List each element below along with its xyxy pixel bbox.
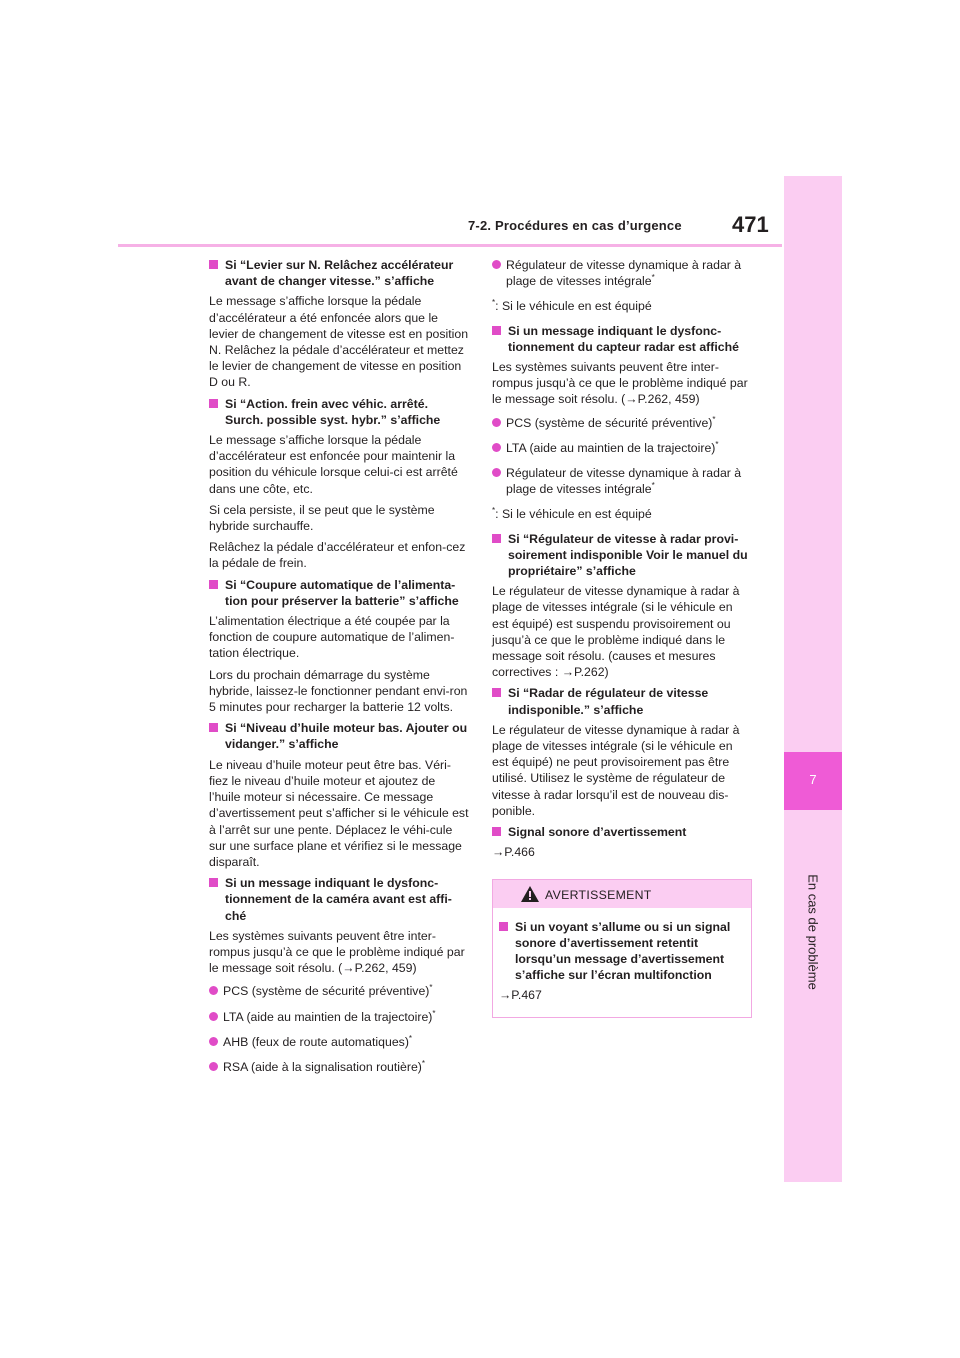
round-bullet-icon: [209, 1037, 218, 1046]
paragraph: L’alimentation électrique a été coupée par la fonction de coupure automatique de l’alimen-tation électrique.: [209, 614, 455, 661]
header-rule: [118, 244, 782, 247]
chapter-title: En cas de problème: [805, 874, 821, 990]
list-item: LTA (aide au maintien de la trajectoire)*: [209, 1009, 469, 1025]
heading-warning-buzzer: Signal sonore d’avertissement: [492, 824, 752, 840]
heading-radar-malfunction: Si un message indiquant le dysfonc-tionnement du capteur radar est affiché: [492, 323, 752, 355]
paragraph: Relâchez la pédale d’accélérateur et enfon-cez la pédale de frein.: [209, 540, 466, 571]
list-item: PCS (système de sécurité préventive)*: [209, 983, 469, 999]
square-bullet-icon: [492, 688, 501, 697]
heading-power-cut: Si “Coupure automatique de l’alimenta-tion pour préserver la batterie” s’affiche: [209, 577, 469, 609]
square-bullet-icon: [492, 534, 501, 543]
paragraph: Le message s’affiche lorsque la pédale d’accélérateur est enfoncée pour maintenir la position du véhicule lorsque celui-ci est arrêté dans une côte, etc.: [209, 433, 458, 496]
heading-cruise-unavailable: Si “Régulateur de vitesse à radar provi-soirement indisponible Voir le manuel du propriétaire” s’affiche: [492, 531, 752, 580]
heading-radar-unavailable: Si “Radar de régulateur de vitesse indisponible.” s’affiche: [492, 685, 752, 717]
page-number: 471: [732, 212, 769, 237]
heading-brake-warning: Si “Action. frein avec véhic. arrêté. Surch. possible syst. hybr.” s’affiche: [209, 396, 469, 428]
square-bullet-icon: [499, 922, 508, 931]
round-bullet-icon: [492, 443, 501, 452]
warning-header: [493, 880, 751, 908]
warning-triangle-icon: [521, 886, 539, 902]
square-bullet-icon: [209, 878, 218, 887]
right-column: [492, 254, 752, 1018]
square-bullet-icon: [209, 580, 218, 589]
square-bullet-icon: [492, 827, 501, 836]
list-item: AHB (feux de route automatiques)*: [209, 1034, 469, 1050]
round-bullet-icon: [492, 260, 501, 269]
section-title: 7-2. Procédures en cas d’urgence: [468, 218, 682, 233]
list-item: Régulateur de vitesse dynamique à radar à plage de vitesses intégrale*: [492, 465, 752, 497]
round-bullet-icon: [492, 468, 501, 477]
warning-heading: Si un voyant s’allume ou si un signal sonore d’avertissement retentit lorsqu’un message d’avertissement s’affiche sur l’écran multifonction: [499, 919, 741, 984]
page-reference: →P.466: [492, 845, 535, 860]
list-item: RSA (aide à la signalisation routière)*: [209, 1059, 469, 1075]
round-bullet-icon: [492, 418, 501, 427]
warning-body: [493, 908, 751, 1017]
paragraph: Le régulateur de vitesse dynamique à radar à plage de vitesses intégrale (si le véhicule en est équipé) ne peut provisoirement pas être utilisé. Utilisez le système de régulateur de vitesse à radar lorsqu’il est de nouveau dis-ponible.: [492, 722, 740, 818]
heading-camera-malfunction: Si un message indiquant le dysfonc-tionnement de la caméra avant est affi-ché: [209, 875, 469, 924]
round-bullet-icon: [209, 1012, 218, 1021]
round-bullet-icon: [209, 986, 218, 995]
square-bullet-icon: [209, 723, 218, 732]
list-item: LTA (aide au maintien de la trajectoire)*: [492, 440, 752, 456]
square-bullet-icon: [492, 326, 501, 335]
left-column: [209, 254, 469, 1084]
chapter-side-tab: [784, 176, 842, 1182]
paragraph: Le message s’affiche lorsque la pédale d’accélérateur a été enfoncée alors que le levier de changement de vitesse est en position N. Relâchez la pédale d’accélérateur et mettez le levier de changement de vitesse en position D ou R.: [209, 294, 469, 390]
paragraph: Le régulateur de vitesse dynamique à radar à plage de vitesses intégrale (si le véhicule en est équipé) est suspendu provisoirement ou jusqu’à ce que le problème indiqué dans le message soit résolu. (causes et mesures correctives : →P.262): [492, 584, 740, 680]
square-bullet-icon: [209, 399, 218, 408]
chapter-number: 7: [809, 772, 817, 787]
warning-box: [492, 879, 752, 1018]
heading-neutral-warning: Si “Levier sur N. Relâchez accélérateur avant de changer vitesse.” s’affiche: [209, 257, 469, 289]
round-bullet-icon: [209, 1062, 218, 1071]
paragraph: Si cela persiste, il se peut que le système hybride surchauffe.: [209, 502, 435, 534]
list-item: PCS (système de sécurité préventive)*: [492, 415, 752, 431]
paragraph: Les systèmes suivants peuvent être inter-rompus jusqu’à ce que le problème indiqué par le message soit résolu. (→P.262, 459): [209, 928, 465, 976]
heading-oil-level: Si “Niveau d’huile moteur bas. Ajouter ou vidanger.” s’affiche: [209, 720, 469, 752]
paragraph: Le niveau d’huile moteur peut être bas. Véri-fiez le niveau d’huile moteur et ajoutez de l’huile moteur si nécessaire. Ce message d’avertissement peut s’afficher si le véhicule est à l’arrêt sur une pente. Déplacez le véhi-cule sur une surface plane et vérifiez si le message disparaît.: [209, 757, 469, 869]
footnote: *: Si le véhicule en est équipé: [492, 506, 652, 522]
warning-title: AVERTISSEMENT: [545, 887, 652, 902]
list-item: Régulateur de vitesse dynamique à radar à plage de vitesses intégrale*: [492, 257, 752, 289]
footnote: *: Si le véhicule en est équipé: [492, 298, 652, 314]
square-bullet-icon: [209, 260, 218, 269]
paragraph: Lors du prochain démarrage du système hybride, laissez-le fonctionner pendant envi-ron 5 minutes pour recharger la batterie 12 volts.: [209, 667, 468, 715]
page-reference: →P.467: [499, 988, 542, 1003]
paragraph: Les systèmes suivants peuvent être inter-rompus jusqu’à ce que le problème indiqué par le message soit résolu. (→P.262, 459): [492, 360, 748, 407]
